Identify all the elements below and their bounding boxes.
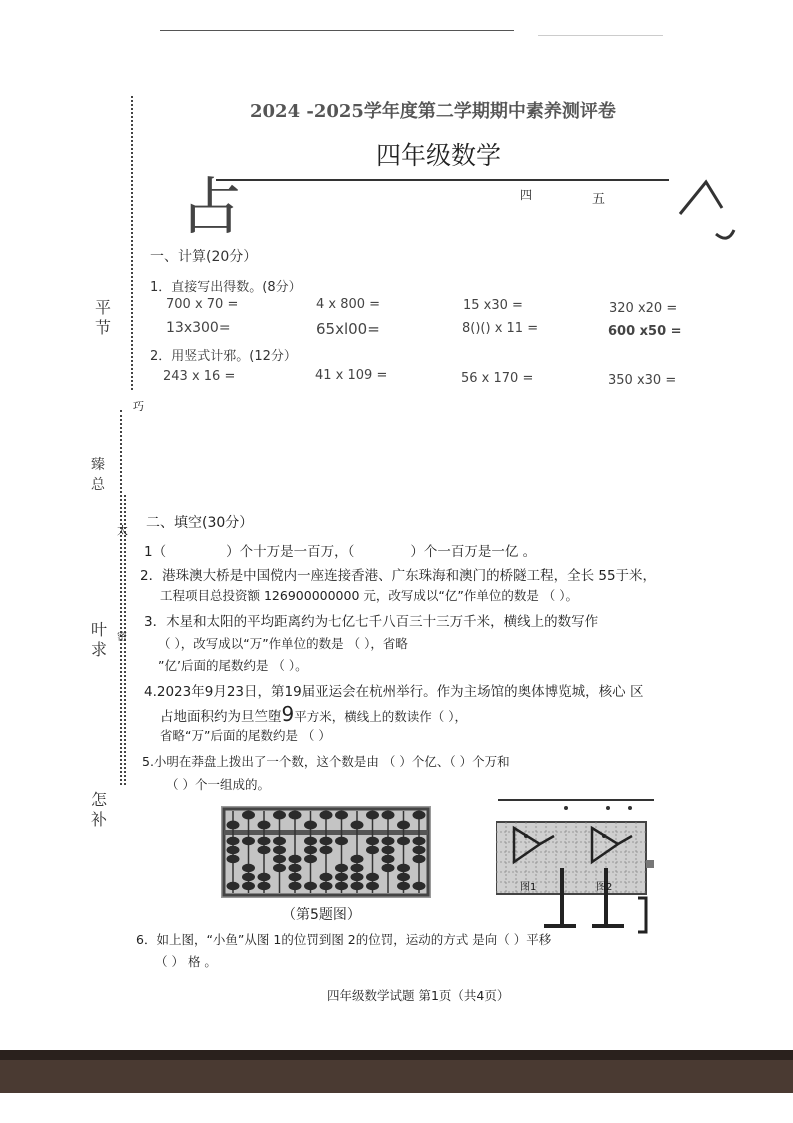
abacus-bead <box>382 846 395 854</box>
abacus-bead <box>289 864 302 872</box>
abacus-bead <box>320 873 333 881</box>
top-rule <box>160 30 514 31</box>
abacus-bead <box>382 864 395 872</box>
abacus-bead <box>227 846 240 854</box>
abacus-bead <box>413 837 426 845</box>
binding-mark-2: 太 <box>117 524 128 537</box>
abacus-bead <box>397 873 410 881</box>
page-footer: 四年级数学试题 第1页（共4页） <box>327 988 510 1003</box>
figure5-caption: （第5题图） <box>282 907 361 923</box>
abacus-bead <box>413 855 426 863</box>
calc-item: 15 x30 = <box>463 298 523 313</box>
abacus-bead <box>413 882 426 890</box>
abacus-bead <box>242 873 255 881</box>
abacus-bead <box>273 837 286 845</box>
abacus-bead <box>258 882 271 890</box>
abacus-bead <box>351 873 364 881</box>
translation-grid-figure <box>496 798 658 938</box>
fill-q6-line1: 6．如上图，“小鱼”从图 1的位罚到图 2的位罚，运动的方式 是向（ ）平移 <box>136 932 552 947</box>
calc-item: 600 x50 = <box>608 324 682 339</box>
abacus-bead <box>289 855 302 863</box>
fill-q1-part: 1（ <box>144 544 167 560</box>
calc-item: 41 x 109 = <box>315 368 388 383</box>
abacus-bead <box>351 821 364 830</box>
calc-item: 350 x30 = <box>608 373 677 388</box>
abacus-bead <box>304 821 317 830</box>
fill-q4-line3: 省略“万”后面的尾数约是 （ ） <box>160 728 331 743</box>
abacus-bead <box>320 846 333 854</box>
fill-q5-line2: （ ）个一组成的。 <box>166 777 270 792</box>
abacus-bead <box>304 837 317 845</box>
abacus-bead <box>413 846 426 854</box>
calc-item: 320 x20 = <box>609 301 678 316</box>
large-glyph: 占 <box>180 170 243 243</box>
abacus-bead <box>382 837 395 845</box>
abacus-bead <box>397 821 410 830</box>
score-col-5: 五 <box>592 192 606 207</box>
abacus-bead <box>242 837 255 845</box>
fill-q5-line1: 5.小明在莽盘上拨出了一个数，这个数是由 （ ）个亿、（ ）个万和 <box>142 754 510 769</box>
top-rule-faint <box>538 35 663 36</box>
abacus-bead <box>227 882 240 890</box>
calc-item: 8()() x 11 = <box>462 321 539 336</box>
binding-mark-3: 密 <box>117 632 127 643</box>
section1-heading: 一、计算(20分） <box>150 249 258 265</box>
section1-q1-label: 1．直接写出得数。(8分） <box>150 280 302 295</box>
fill-q2-line1: 2．港珠澳大桥是中国傥内一座连接香港、广东珠海和澳门的桥隧工程，全长 55于米， <box>140 568 657 584</box>
fill-q4-digit: 9 <box>281 702 295 726</box>
calc-item: 243 x 16 = <box>163 369 236 384</box>
abacus-bead <box>304 855 317 863</box>
abacus-bead <box>273 864 286 872</box>
abacus-bead <box>320 811 333 820</box>
fill-q1-part: ）个一百万是一亿 。 <box>410 544 537 560</box>
abacus-bead <box>382 811 395 820</box>
calc-item: 4 x 800 = <box>316 297 381 312</box>
abacus-bead <box>242 864 255 872</box>
binding-label-3: 叶 求 <box>90 620 107 659</box>
abacus-bead <box>397 882 410 890</box>
abacus-bead <box>366 873 379 881</box>
fill-q3-line1: 3．木星和太阳的平均距离约为七亿七千八百三十三万千米，横线上的数写作 <box>144 614 599 630</box>
photo-shadow <box>0 1050 793 1060</box>
abacus-bead <box>258 837 271 845</box>
abacus-bead <box>289 873 302 881</box>
grid-label-fig2: 图2 <box>596 882 613 893</box>
abacus-bead <box>335 837 348 845</box>
corner-mark <box>676 178 736 248</box>
fill-q3-line3: ”亿’后面的尾数约是 （ ）。 <box>158 658 308 673</box>
abacus-bead <box>335 811 348 820</box>
fill-q4-part: 占地面积约为旦竺堕 <box>160 709 282 725</box>
abacus-bead <box>366 837 379 845</box>
abacus-bead <box>273 846 286 854</box>
calc-item: 13x300= <box>166 320 231 336</box>
fill-q1-part: ）个十万是一百万，（ <box>226 544 355 560</box>
calc-item: 700 x 70 = <box>166 297 239 312</box>
binding-label-4: 怎 补 <box>90 790 107 829</box>
exam-subtitle: 四年级数学 <box>376 141 502 170</box>
exam-title: 2024 -2025学年度第二学期期中素养测评卷 <box>250 101 616 122</box>
abacus-bead <box>258 846 271 854</box>
abacus-bead <box>258 821 271 830</box>
calc-item: 56 x 170 = <box>461 371 534 386</box>
abacus-bead <box>351 864 364 872</box>
abacus-bead <box>227 821 240 830</box>
binding-line-left-lower <box>120 410 122 785</box>
binding-mark-1: 巧 <box>133 400 144 413</box>
abacus-bead <box>289 882 302 890</box>
abacus-bead <box>242 811 255 820</box>
abacus-bead <box>227 855 240 863</box>
abacus-bead <box>366 882 379 890</box>
score-col-4: 四 <box>520 188 533 202</box>
binding-line-left <box>131 96 133 390</box>
binding-label-1: 平 节 <box>94 298 111 337</box>
abacus-bead <box>397 864 410 872</box>
section2-heading: 二、填空(30分） <box>146 515 254 531</box>
abacus-bead <box>397 837 410 845</box>
abacus-bead <box>335 882 348 890</box>
abacus-bead <box>413 811 426 820</box>
abacus-bead <box>242 882 255 890</box>
fill-q4-part: 平方米，横线上的数读作（ ）， <box>294 709 467 724</box>
fill-q4-line1: 4.2023年9月23日，第19届亚运会在杭州举行。作为主场馆的奥体博览城，核心 区 <box>144 684 644 700</box>
section1-q2-label: 2．用竖式计邪。(12分） <box>150 349 297 364</box>
abacus-bead <box>273 811 286 820</box>
abacus-bead <box>258 873 271 881</box>
fill-q3-line2: （ ），改写成以“万”作单位的数是 （ ），省略 <box>158 636 408 651</box>
abacus-bead <box>382 855 395 863</box>
photo-bottom-white <box>0 1093 793 1123</box>
abacus-bead <box>273 855 286 863</box>
abacus-bead <box>320 882 333 890</box>
abacus-bead <box>304 846 317 854</box>
title-rule <box>216 179 669 181</box>
abacus-figure <box>221 806 431 898</box>
abacus-bead <box>366 811 379 820</box>
abacus-bead <box>304 882 317 890</box>
abacus-bead <box>351 882 364 890</box>
fill-q4-line2 <box>160 702 467 726</box>
fill-q2-line2: 工程项目总投资额 126900000000 元，改写成以“亿”作单位的数是 （ ）。 <box>160 588 579 603</box>
fill-q1 <box>144 540 536 560</box>
abacus-bead <box>289 811 302 820</box>
fill-q6-line2: （ ） 格 。 <box>155 954 217 969</box>
abacus-bead <box>335 864 348 872</box>
calc-item: 65xl00= <box>316 320 380 338</box>
abacus-bead <box>320 837 333 845</box>
abacus-bead <box>227 837 240 845</box>
grid-label-fig1: 图1 <box>520 882 537 893</box>
abacus-bead <box>351 855 364 863</box>
binding-label-2: 臻 总 <box>91 457 105 493</box>
abacus-bead <box>366 846 379 854</box>
abacus-bead <box>335 873 348 881</box>
